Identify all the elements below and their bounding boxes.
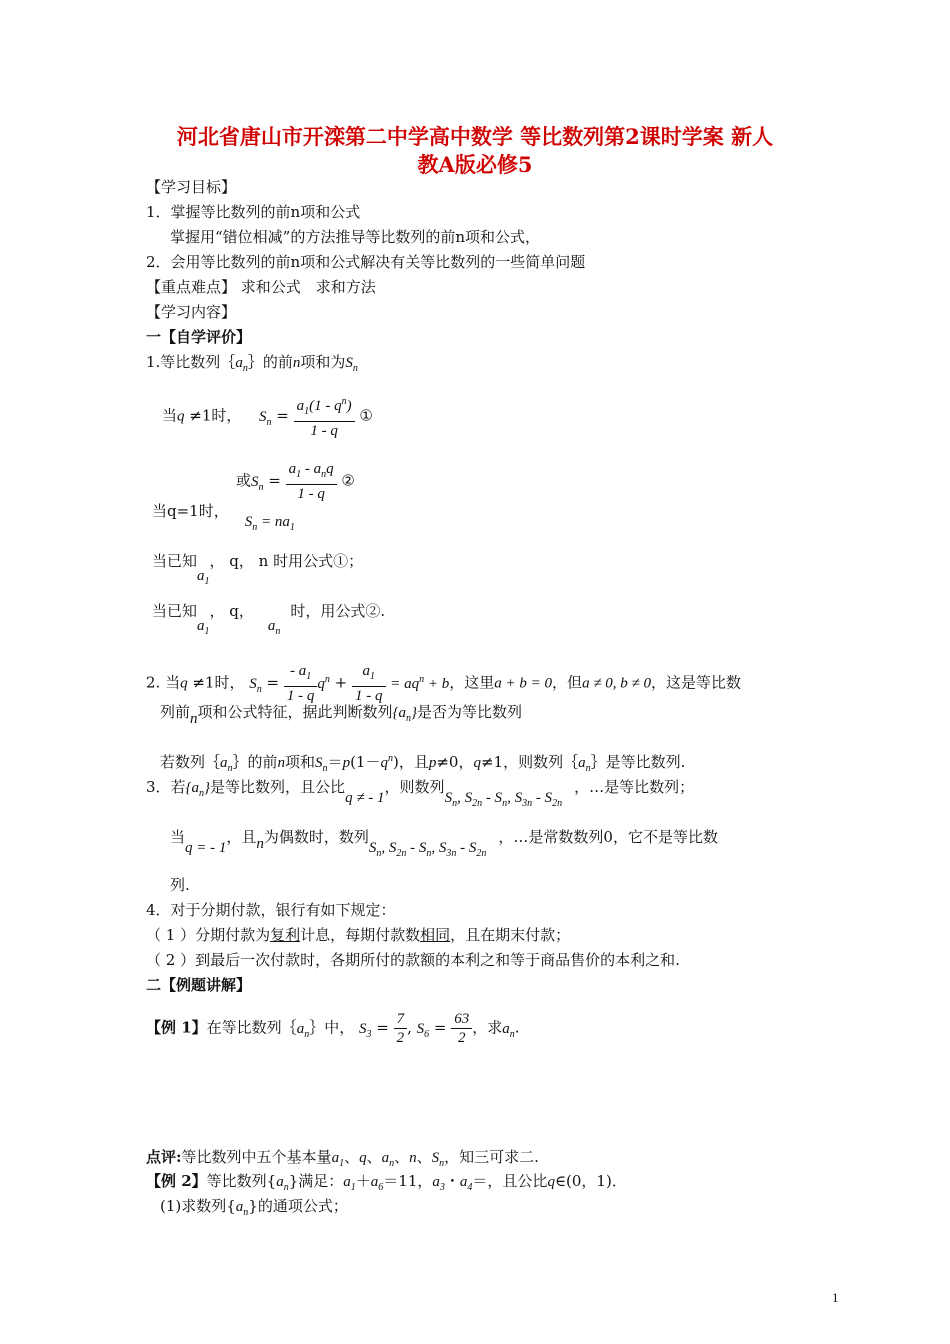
known-2: 当已知$a_1$， q，$a_n$时，用公式②.: [152, 602, 386, 637]
para-1: 1.等比数列$\{a_n\}$的前n项和为$S_n$: [146, 353, 358, 374]
goal-1b: 掌握用“错位相减”的方法推导等比数列的前n项和公式，: [170, 228, 540, 246]
content-header: 【学习内容】: [146, 303, 237, 321]
key-points: 【重点难点】 求和公式 求和方法: [146, 278, 376, 296]
para-4a: （ 1 ）分期付款为复利计息，每期付款数相同，且在期末付款；: [146, 926, 571, 944]
page-number: 1: [832, 1290, 839, 1305]
page-title-line2: 教A版必修5: [417, 152, 533, 177]
known-1: 当已知$a_1$， q， n 时用公式①；: [152, 552, 364, 587]
para-3b: 当q = - 1，且n为偶数时，数列$S_n$, $S_{2n} - S_n$, $S_{3n} - S_{2n}$，…是常数数列0，它不是等比数: [170, 828, 718, 859]
para-3c: 列.: [170, 876, 190, 894]
para-2c: 若数列$\{a_n\}$的前n项和$S_n=p(1-q^n)$，且p≠0，q≠1，则数列$\{a_n\}$是等比数列.: [160, 753, 686, 774]
example-1: 【例 1】在等比数列$\{a_n\}$中， $S_3$ = $\frac{7}{2}$ , $S_6$ = $\frac{63}{2}$ ，求$a_n$.: [146, 1011, 520, 1046]
examples-header: 二【例题讲解】: [146, 976, 252, 994]
example-2: 【例 2】等比数列$\{a_n\}$满足：$a_1+a_6=11$，$a_3$・$a_4=$，且公比q∈(0，1)．: [146, 1172, 627, 1193]
goals-header: 【学习目标】: [146, 178, 237, 196]
para-4b: （ 2 ）到最后一次付款时，各期所付的款额的本利之和等于商品售价的本利之和.: [146, 951, 680, 969]
comment: 点评:等比数列中五个基本量$a_1$、q、$a_n$、n、$S_n$，知三可求二.: [146, 1148, 539, 1169]
formula-1: 当q ≠1时， $S_n$ = $\frac{a_1(1 - q^n)}{1 - q}$ ①: [162, 393, 373, 440]
para-2: 2. 当q ≠1时， $S_n$ = $\frac{- a_1}{1 - q}$ $q^n$ + $\frac{a_1}{1 - q}$ = $aq^n + b$，这里a + b = 0，但a ≠ 0, b ≠ 0，这是等比数: [146, 663, 742, 704]
para-2b: 列前n项和公式特征，据此判断数列$\{a_n\}$是否为等比数列: [160, 703, 523, 727]
para-3: 3．若$\{a_n\}$是等比数列，且公比q ≠ - 1，则数列$S_n$, $S_{2n} - S_n$, $S_{3n} - S_{2n}$，…是等比数列；: [146, 778, 695, 809]
formula-q1: 当q=1时，$S_n = na_1$: [152, 502, 295, 533]
goal-1: 1．掌握等比数列的前n项和公式: [146, 203, 361, 221]
para-4: 4．对于分期付款，银行有如下规定：: [146, 901, 396, 919]
self-eval-header: 一【自学评价】: [146, 328, 252, 346]
example-2-q1: (1)求数列$\{a_n\}$的通项公式；: [160, 1197, 348, 1218]
formula-2: 或$S_n$ = $\frac{a_1 - a_nq}{1 - q}$ ②: [236, 461, 355, 502]
page-title-line1: 河北省唐山市开滦第二中学高中数学 等比数列第2课时学案 新人: [176, 124, 774, 149]
goal-2: 2．会用等比数列的前n项和公式解决有关等比数列的一些简单问题: [146, 253, 586, 271]
